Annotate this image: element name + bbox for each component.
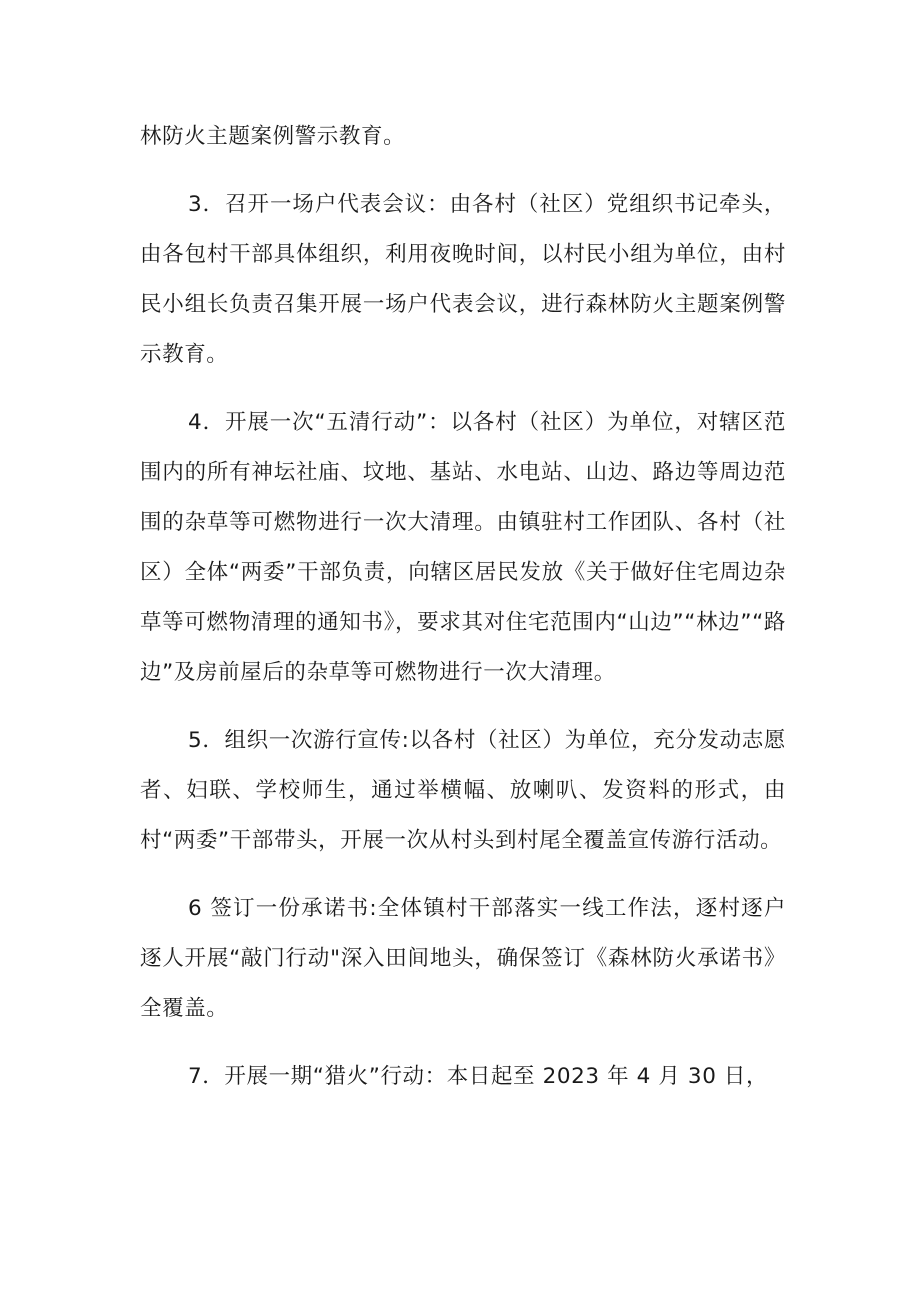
paragraph-item-7: 7．开展一期“猎火”行动：本日起至 2023 年 4 月 30 日，: [188, 1064, 769, 1089]
paragraph-item-4: 4．开展一次“五清行动”：以各村（社区）为单位，对辖区范围内的所有神坛社庙、坟地、基站、水电站、山边、路边等周边范围的杂草等可燃物进行一次大清理。由镇驻村工作团队、各村（社区）全体“两委”干部负责，向辖区居民发放《关于做好住宅周边杂草等可燃物清理的通知书》，要求其对住宅范围内“山边”“林边”“路边”及房前屋后的杂草等可燃物进行一次大清理。: [140, 410, 786, 685]
paragraph-item-6: 6 签订一份承诺书:全体镇村干部落实一线工作法，逐村逐户逐人开展“敲门行动"深入田间地头，确保签订《森林防火承诺书》全覆盖。: [140, 896, 786, 1021]
paragraph-continuation: 林防火主题案例警示教育。: [140, 124, 406, 149]
paragraph-item-5: 5．组织一次游行宣传:以各村（社区）为单位，充分发动志愿者、妇联、学校师生，通过举横幅、放喇叭、发资料的形式，由村“两委”干部带头，开展一次从村头到村尾全覆盖宣传游行活动。: [140, 728, 786, 853]
paragraph-item-3: 3．召开一场户代表会议：由各村（社区）党组织书记牵头，由各包村干部具体组织，利用夜晚时间，以村民小组为单位，由村民小组长负责召集开展一场户代表会议，进行森林防火主题案例警示教育。: [140, 192, 786, 367]
document-body: [140, 112, 786, 1120]
